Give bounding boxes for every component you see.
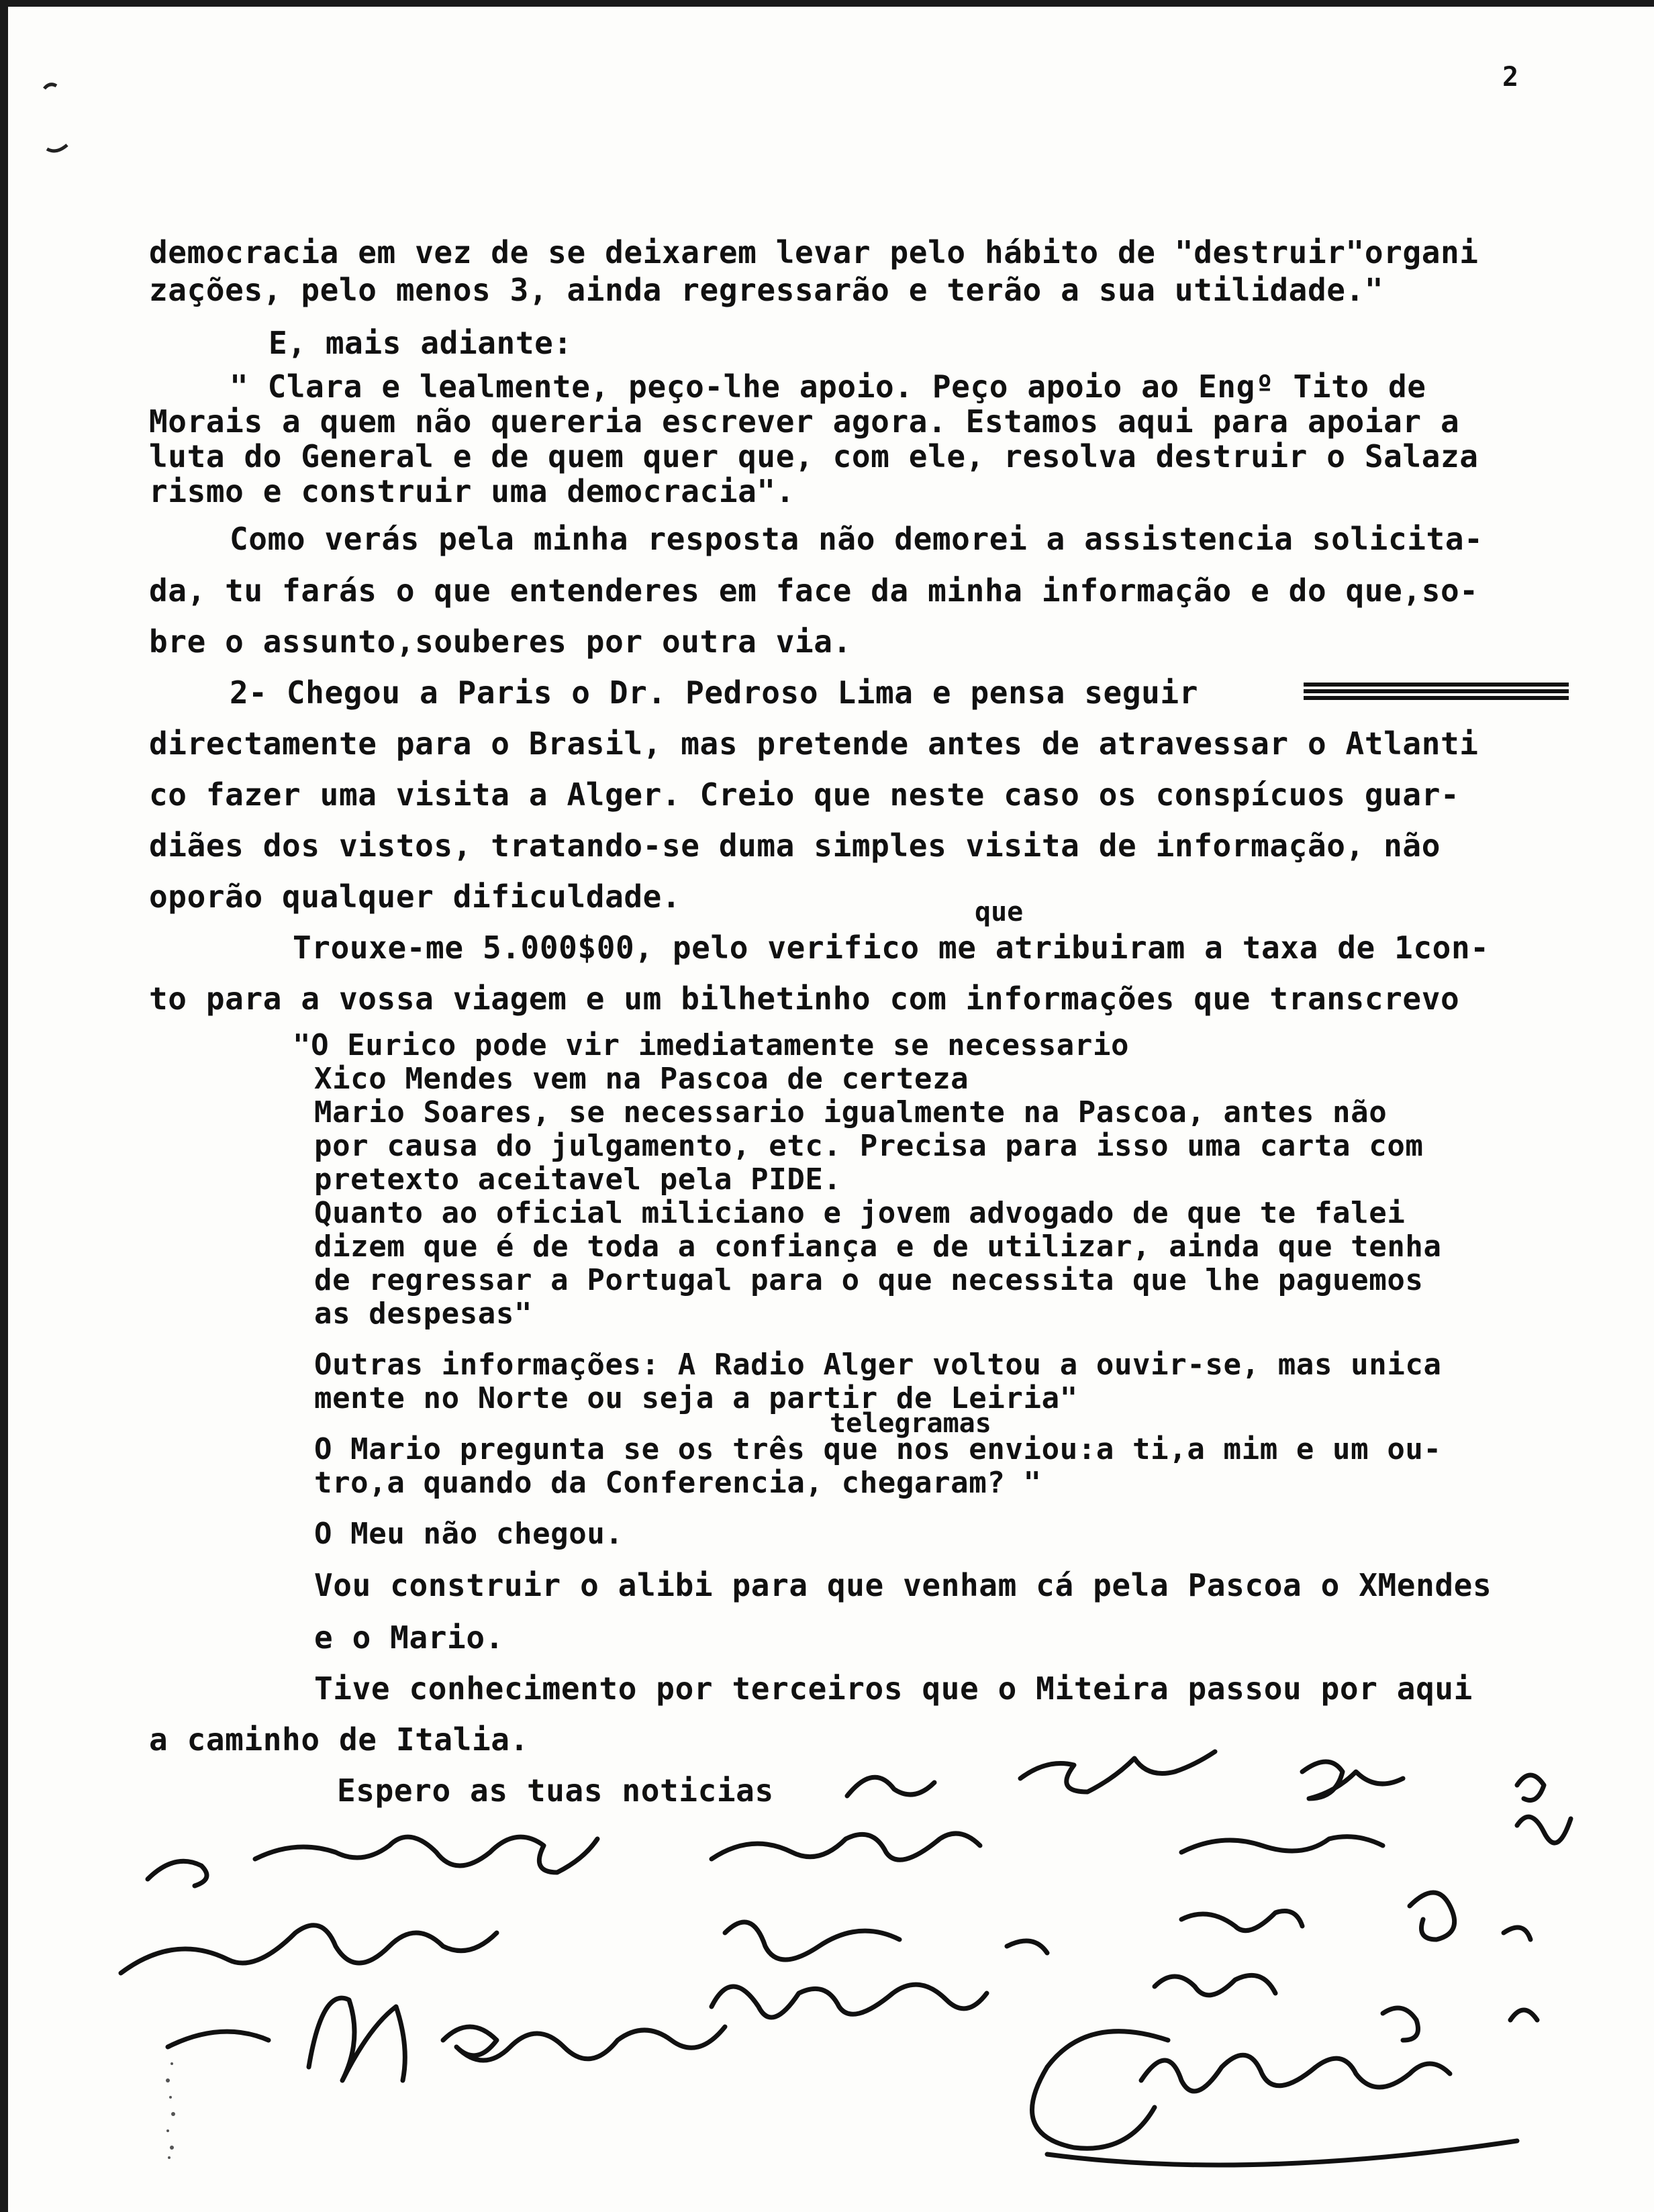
- closing-line: Vou construir o alibi para que venham cá pela Pascoa o XMendes: [314, 1567, 1492, 1603]
- body-line: rismo e construir uma democracia".: [149, 473, 795, 509]
- body-line: E, mais adiante:: [269, 325, 573, 361]
- body-line: co fazer uma visita a Alger. Creio que neste caso os conspícuos guar-: [149, 776, 1460, 813]
- quote-line: de regressar a Portugal para o que necessita que lhe paguemos: [314, 1263, 1424, 1297]
- quote-line: O Meu não chegou.: [314, 1517, 624, 1551]
- quote-line: Xico Mendes vem na Pascoa de certeza: [314, 1062, 969, 1096]
- closing-line: e o Mario.: [314, 1619, 504, 1656]
- body-line: bre o assunto,souberes por outra via.: [149, 623, 852, 660]
- body-line: Morais a quem não quereria escrever agora. Estamos aqui para apoiar a: [149, 403, 1460, 440]
- page-number: 2: [1502, 62, 1519, 93]
- body-line: da, tu farás o que entenderes em face da minha informação e do que,so-: [149, 572, 1479, 609]
- closing-line: Tive conhecimento por terceiros que o Miteira passou por aqui: [314, 1670, 1473, 1707]
- quote-line: Outras informações: A Radio Alger voltou a ouvir-se, mas unica: [314, 1348, 1442, 1382]
- quote-line: "O Eurico pode vir imediatamente se necessario: [293, 1028, 1130, 1062]
- body-line: to para a vossa viagem e um bilhetinho com informações que transcrevo: [149, 981, 1460, 1017]
- body-line: Como verás pela minha resposta não demorei a assistencia solicita-: [230, 521, 1483, 557]
- body-line: oporão qualquer dificuldade.: [149, 878, 681, 915]
- body-line: democracia em vez de se deixarem levar pelo hábito de "destruir"organi: [149, 234, 1479, 270]
- quote-line: por causa do julgamento, etc. Precisa para isso uma carta com: [314, 1129, 1424, 1163]
- body-line: " Clara e lealmente, peço-lhe apoio. Peço apoio ao Engº Tito de: [230, 368, 1426, 405]
- quote-line: Quanto ao oficial miliciano e jovem advogado de que te falei: [314, 1196, 1406, 1230]
- body-line: directamente para o Brasil, mas pretende antes de atravessar o Atlanti: [149, 725, 1479, 762]
- inserted-word: telegramas: [830, 1408, 991, 1439]
- quote-line: dizem que é de toda a confiança e de utilizar, ainda que tenha: [314, 1229, 1442, 1264]
- quote-line: O Mario pregunta se os três que nos enviou:a ti,a mim e um ou-: [314, 1432, 1442, 1466]
- quote-line: tro,a quando da Conferencia, chegaram? ": [314, 1466, 1042, 1500]
- quote-line: mente no Norte ou seja a partir de Leiria": [314, 1381, 1078, 1415]
- quote-line: pretexto aceitavel pela PIDE.: [314, 1162, 842, 1197]
- body-line: diães dos vistos, tratando-se duma simples visita de informação, não: [149, 827, 1441, 864]
- quote-line: Mario Soares, se necessario igualmente na Pascoa, antes não: [314, 1095, 1388, 1129]
- quote-line: as despesas": [314, 1297, 533, 1331]
- closing-line: Espero as tuas noticias: [337, 1772, 774, 1809]
- inserted-word: que: [975, 897, 1024, 927]
- closing-line: a caminho de Italia.: [149, 1721, 529, 1758]
- body-line: zações, pelo menos 3, ainda regressarão e terão a sua utilidade.": [149, 272, 1384, 308]
- body-line: Trouxe-me 5.000$00, pelo verifico me atribuiram a taxa de 1con-: [293, 929, 1490, 966]
- body-line: luta do General e de quem quer que, com ele, resolva destruir o Salaza: [149, 438, 1479, 474]
- body-line: 2- Chegou a Paris o Dr. Pedroso Lima e pensa seguir: [230, 674, 1218, 711]
